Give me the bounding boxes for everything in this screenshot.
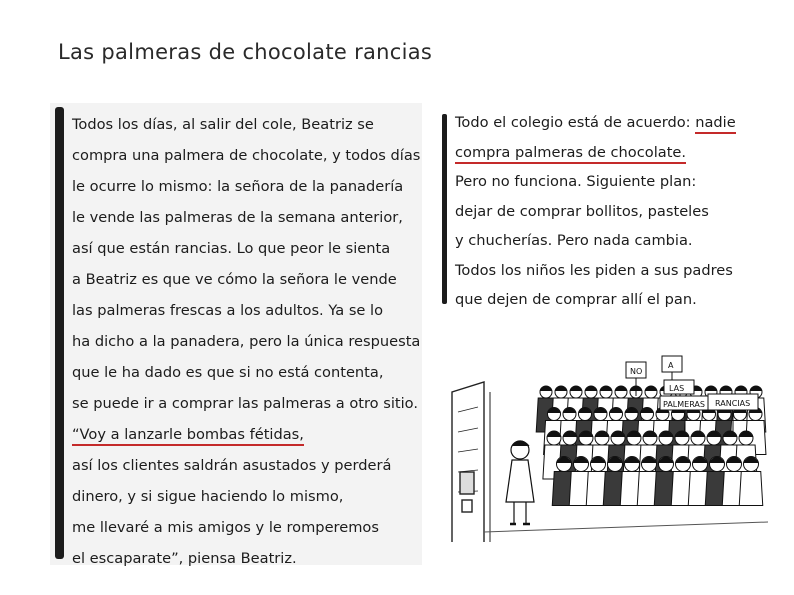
text-line: Pero no funciona. Siguiente plan:	[455, 173, 697, 190]
underlined-quote: “Voy a lanzarle bombas fétidas,	[72, 426, 304, 446]
text-line	[455, 108, 736, 138]
right-margin-bar	[442, 114, 447, 304]
sign-text: RANCIAS	[715, 399, 751, 408]
text-line: el escaparate”, piensa Beatriz.	[72, 550, 297, 567]
left-paragraph	[72, 109, 420, 574]
right-text-panel	[440, 108, 770, 308]
text-line: así los clientes saldrán asustados y perderá	[72, 457, 392, 474]
text-line: dinero, y si sigue haciendo lo mismo,	[72, 488, 344, 505]
text-line: dejar de comprar bollitos, pasteles	[455, 202, 709, 220]
text-line	[455, 138, 736, 168]
text-line: que dejen de comprar allí el pan.	[455, 291, 697, 308]
sign-text: NO	[630, 367, 643, 376]
text-line: le ocurre lo mismo: la señora de la panadería	[72, 178, 404, 195]
bakery-storefront	[452, 382, 490, 542]
sign-text: LAS	[669, 384, 685, 393]
text-line: le vende las palmeras de la semana anterior,	[72, 209, 403, 226]
text-line: a Beatriz es que ve cómo la señora le vende	[72, 271, 397, 288]
text-line-underlined	[72, 419, 420, 450]
text-line: compra una palmera de chocolate, y todos días	[72, 147, 421, 164]
text-line: las palmeras frescas a los adultos. Ya se lo	[72, 302, 384, 319]
text-line: me llevaré a mis amigos y le romperemos	[72, 519, 379, 536]
text-line: Todos los días, al salir del cole, Beatriz se	[72, 116, 374, 133]
left-text-panel	[50, 103, 422, 565]
underlined-phrase: compra palmeras de chocolate.	[455, 144, 686, 164]
right-paragraph	[455, 108, 736, 315]
text-line: ha dicho a la panadera, pero la única respuesta	[72, 333, 421, 350]
girl-figure	[506, 441, 534, 524]
underlined-word: nadie	[695, 114, 736, 134]
text-plain: Todo el colegio está de acuerdo:	[455, 114, 696, 131]
text-line: Todos los niños les piden a sus padres	[455, 261, 733, 279]
left-margin-bar	[55, 107, 64, 559]
text-line: que le ha dado es que si no está contenta,	[72, 364, 384, 381]
sign-no	[626, 362, 646, 396]
protest-crowd-illustration	[450, 352, 768, 542]
sign-text: PALMERAS	[663, 400, 705, 409]
text-line: se puede ir a comprar las palmeras a otro sitio.	[72, 395, 418, 412]
text-line: así que están rancias. Lo que peor le sienta	[72, 240, 391, 257]
child-body	[739, 472, 763, 506]
page-title: Las palmeras de chocolate rancias	[58, 40, 433, 64]
sign-text: A	[668, 361, 674, 370]
text-line: y chucherías. Pero nada cambia.	[455, 232, 693, 249]
